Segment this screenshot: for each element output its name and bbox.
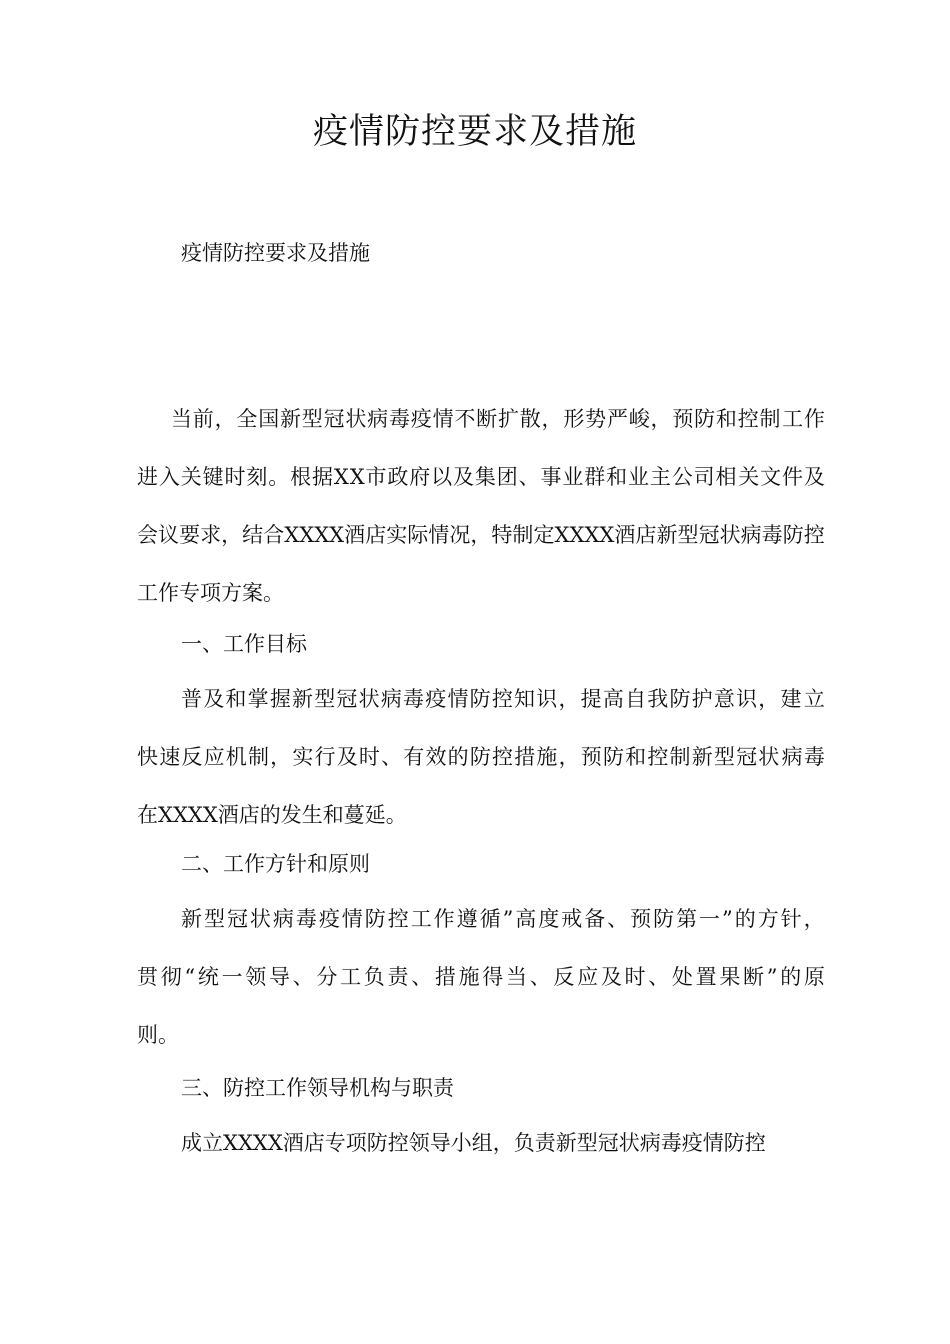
paragraph-line: 在XXXX酒店的发生和蔓延。 [137, 803, 407, 827]
document-subtitle: 疫情防控要求及措施 [181, 241, 370, 265]
paragraph-line: 成立XXXX酒店专项防控领导小组，负责新型冠状病毒疫情防控 [181, 1131, 766, 1155]
paragraph-line: 普 及 和 掌 握 新 型 冠 状 病 毒 疫 情 防 控 知 识 ， 提 高 自 我 防 护 意 识 ， 建 立 [181, 687, 825, 711]
paragraph-intro [137, 390, 825, 622]
paragraph-line: 新 型 冠 状 病 毒 疫 情 防 控 工 作 遵 循 ” 高 度 戒 备 、 预 防 第 一 ” 的 方 针 ， [181, 907, 825, 931]
section-heading-leadership: 三、防控工作领导机构与职责 [181, 1076, 454, 1100]
paragraph-line: 进 入 关 键 时 刻 。 根 据 X X 市 政 府 以 及 集 团 、 事 业 群 和 业 主 公 司 相 关 文 件 及 [137, 465, 825, 489]
paragraph-line: 则。 [137, 1023, 179, 1047]
document-title: 疫情防控要求及措施 [312, 112, 637, 152]
paragraph-line: 会 议 要 求 ， 结 合 X X X X 酒 店 实 际 情 况 ， 特 制 定 X X X X 酒 店 新 型 冠 状 病 毒 防 控 [137, 523, 825, 547]
section-heading-goals: 一、工作目标 [181, 632, 307, 656]
paragraph-line: 工作专项方案。 [137, 581, 284, 605]
paragraph-goals [137, 670, 825, 844]
paragraph-line: 快 速 反 应 机 制 ， 实 行 及 时 、 有 效 的 防 控 措 施 ， 预 防 和 控 制 新 型 冠 状 病 毒 [137, 745, 825, 769]
paragraph-leadership [137, 1114, 825, 1172]
paragraph-principles [137, 890, 825, 1064]
section-heading-principles: 二、工作方针和原则 [181, 852, 370, 876]
paragraph-line: 贯 彻 “ 统 一 领 导 、 分 工 负 责 、 措 施 得 当 、 反 应 及 时 、 处 置 果 断 ” 的 原 [137, 965, 825, 989]
paragraph-line: 当 前 ， 全 国 新 型 冠 状 病 毒 疫 情 不 断 扩 散 ， 形 势 严 峻 ， 预 防 和 控 制 工 作 [171, 407, 825, 431]
